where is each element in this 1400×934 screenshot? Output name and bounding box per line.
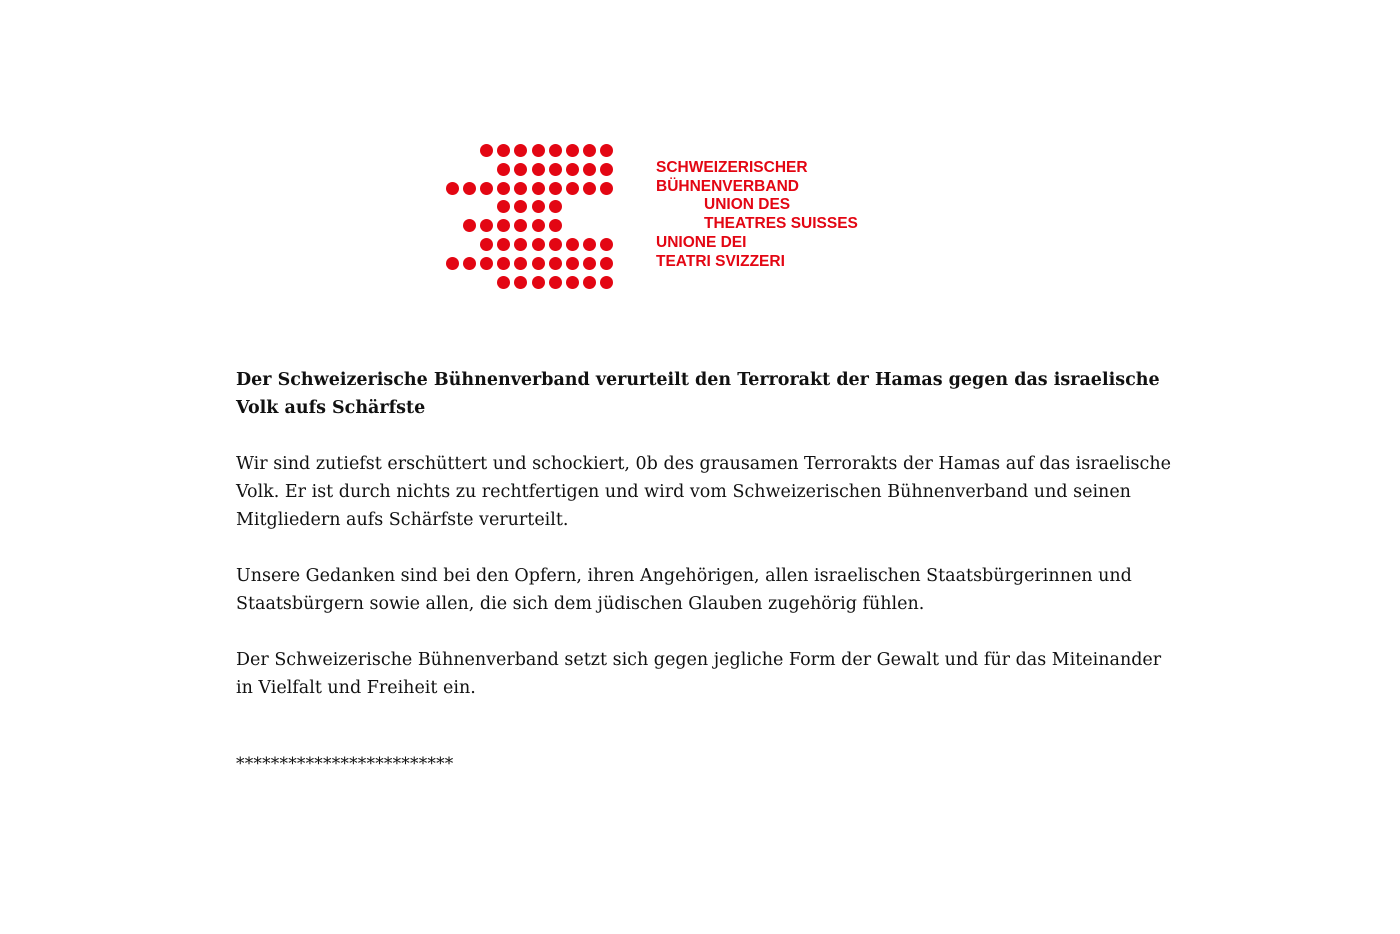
logo-dot [514, 182, 527, 195]
logo-dot [549, 182, 562, 195]
logo-dot [497, 200, 510, 213]
logo-dot [497, 182, 510, 195]
logo-dot [497, 144, 510, 157]
logo-dot [549, 257, 562, 270]
logo-dot [600, 257, 613, 270]
logo-dot [446, 182, 459, 195]
paragraph: Der Schweizerische Bühnenverband setzt sich gegen jegliche Form der Gewalt und für das Miteinander in Vielfalt und Freiheit ein. [236, 650, 1162, 698]
logo-dot [549, 144, 562, 157]
logo-dot [497, 238, 510, 251]
logo-dot [583, 144, 596, 157]
logo-dot [600, 163, 613, 176]
paragraph: Wir sind zutiefst erschüttert und schockiert, 0b des grausamen Terrorakts der Hamas auf das israelische Volk. Er ist durch nichts zu rechtfertigen und wird vom Schweizerischen Bühnenverband und seinen Mitgliedern aufs Schärfste verurteilt. [236, 454, 1171, 530]
logo-dot [497, 257, 510, 270]
logo-line: THEATRES SUISSES [704, 215, 858, 233]
logo-dot [463, 182, 476, 195]
logo-dot [497, 219, 510, 232]
logo-dot [463, 257, 476, 270]
logo-dot [583, 182, 596, 195]
logo-dot [480, 257, 493, 270]
logo-dot [497, 163, 510, 176]
logo-dot [549, 238, 562, 251]
logo-dot [532, 182, 545, 195]
logo-dot [514, 163, 527, 176]
logo-dot [514, 200, 527, 213]
logo-dot [532, 219, 545, 232]
statement-body [236, 366, 1176, 730]
logo-line: TEATRI SVIZZERI [656, 252, 785, 270]
logo-dot [566, 182, 579, 195]
logo-dot [600, 144, 613, 157]
logo-line: BÜHNENVERBAND [656, 177, 799, 195]
logo-dot-pattern-icon [444, 142, 619, 292]
logo-dot [583, 276, 596, 289]
logo-dot [566, 144, 579, 157]
paragraph: Unsere Gedanken sind bei den Opfern, ihren Angehörigen, allen israelischen Staatsbürgerinnen und Staatsbürgern sowie allen, die sich dem jüdischen Glauben zugehörig fühlen. [236, 566, 1132, 614]
logo-dot [532, 238, 545, 251]
logo-dot [549, 200, 562, 213]
logo-dot [600, 182, 613, 195]
separator: ************************* [236, 754, 454, 774]
logo-dot [532, 276, 545, 289]
logo-dot [514, 144, 527, 157]
logo-dot [446, 257, 459, 270]
logo-line: UNIONE DEI [656, 233, 747, 251]
logo-dot [583, 163, 596, 176]
logo-dot [514, 238, 527, 251]
logo-dot [532, 144, 545, 157]
logo-dot [532, 257, 545, 270]
logo-dot [532, 163, 545, 176]
logo-wordmark [656, 159, 858, 271]
logo-dot [480, 144, 493, 157]
logo-dot [583, 238, 596, 251]
logo-dot [463, 219, 476, 232]
logo-dot [583, 257, 596, 270]
logo-line: SCHWEIZERISCHER [656, 159, 808, 176]
logo-dot [566, 276, 579, 289]
logo [444, 142, 874, 292]
logo-dot [566, 163, 579, 176]
logo-dot [532, 200, 545, 213]
logo-line: UNION DES [704, 196, 791, 214]
logo-dot [497, 276, 510, 289]
logo-dot [480, 219, 493, 232]
logo-dot [549, 163, 562, 176]
statement-title: Der Schweizerische Bühnenverband verurteilt den Terrorakt der Hamas gegen das israelische Volk aufs Schärfste [236, 370, 1160, 418]
logo-dot [514, 276, 527, 289]
logo-dot [480, 238, 493, 251]
logo-dot [514, 257, 527, 270]
logo-dot [480, 182, 493, 195]
logo-dot [566, 238, 579, 251]
logo-dot [566, 257, 579, 270]
logo-dot [600, 276, 613, 289]
logo-dot [549, 276, 562, 289]
logo-dot [514, 219, 527, 232]
logo-dot [600, 238, 613, 251]
logo-dot [549, 219, 562, 232]
